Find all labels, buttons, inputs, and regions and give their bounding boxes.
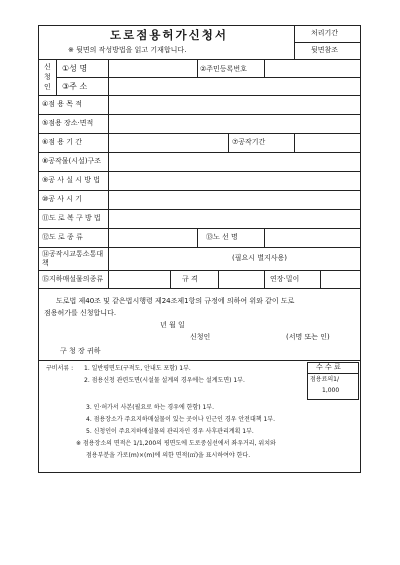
resident-no-field[interactable] — [266, 61, 359, 76]
construction-period-field[interactable] — [296, 135, 359, 151]
applicant-label-2: 청 — [44, 73, 51, 81]
structure-label: ⑧공작물(시설)구조 — [42, 157, 102, 165]
statement-sign: (서명 또는 인) — [286, 333, 330, 341]
statement-line-2: 점용허가를 신청합니다. — [44, 309, 117, 317]
restoration-field[interactable] — [110, 211, 359, 227]
instruction-text: ※ 뒷면의 작성방법을 읽고 기재합니다. — [68, 46, 187, 54]
route-label: ⑬노 선 명 — [206, 233, 238, 241]
resident-no-label: ②주민등록번호 — [200, 65, 247, 73]
timing-label: ⑩공 사 시 기 — [42, 195, 82, 203]
structure-field[interactable] — [110, 154, 359, 170]
timing-field[interactable] — [110, 192, 359, 208]
road-type-field[interactable] — [110, 230, 195, 246]
name-field[interactable] — [110, 61, 195, 76]
place-area-label: ⑤점용 장소·면적 — [42, 119, 94, 127]
name-label: ①성 명 — [62, 64, 88, 73]
attachment-note-1: ※ 점용장소의 면적은 1/1,200의 평면도에 도로중심선에서 좌우거리, 위치와 — [76, 440, 276, 447]
place-area-field[interactable] — [110, 116, 359, 132]
statement-addressee: 구 청 장 귀하 — [60, 347, 101, 355]
restoration-label: ⑪도 로 복 구 방 법 — [42, 214, 101, 222]
form-title: 도로점용허가신청서 — [110, 28, 228, 42]
fee-line-1: 점용료의1/ — [310, 376, 340, 383]
attachment-note-2: 점용부분을 가로(m)×(m)에 의한 면적(㎡)을 표시하여야 한다. — [86, 452, 251, 459]
attachment-item-5: 5. 신청인이 주요지하매설물의 관리자인 경우 사후관리계획 1부. — [86, 428, 254, 435]
purpose-label: ④점 용 목 적 — [42, 100, 82, 108]
statement-applicant: 신청인 — [190, 333, 211, 341]
underground-type-label: ⑮지하매설물의종류 — [42, 275, 104, 283]
extension-label: 연장·밀이 — [270, 275, 300, 283]
traffic-plan-field[interactable] — [110, 249, 359, 269]
attachments-heading: 구비서류 : — [46, 365, 74, 372]
extension-field[interactable] — [322, 272, 359, 287]
method-field[interactable] — [110, 173, 359, 189]
traffic-note: (필요시 별지사용) — [232, 254, 288, 262]
spec-field[interactable] — [220, 272, 262, 287]
road-type-label: ⑫도 로 종 류 — [42, 233, 83, 241]
processing-period-label: 처리기간 — [311, 29, 339, 37]
statement-line-1: 도로법 제40조 및 같은법시행령 제24조제1항의 규정에 의하여 위와 같이 도로 — [56, 297, 295, 305]
attachment-item-4: 4. 점용장소가 주요지하매설물이 있는 곳이나 인근인 경우 안전대책 1부. — [86, 416, 275, 423]
route-field[interactable] — [266, 230, 359, 246]
period-field[interactable] — [110, 135, 226, 151]
processing-period-value: 뒷면참조 — [311, 46, 339, 54]
statement-date: 년 월 일 — [160, 321, 185, 329]
fee-line-2: 1,000 — [322, 387, 340, 394]
applicant-label-1: 신 — [44, 63, 51, 71]
address-label: ③주 소 — [62, 82, 88, 91]
method-label: ⑨공 사 실 시 방 법 — [42, 176, 100, 184]
construction-period-label: ⑦공작기간 — [232, 138, 266, 146]
fee-label: 수 수 료 — [316, 363, 341, 371]
period-label: ⑥점 용 기 간 — [42, 138, 82, 146]
attachment-item-1: 1. 일반평면도(구적도, 안내도 포함) 1부. — [84, 365, 191, 372]
purpose-field[interactable] — [110, 97, 359, 113]
applicant-label-3: 인 — [44, 83, 51, 91]
underground-type-field[interactable] — [110, 272, 168, 287]
attachment-item-2: 2. 점용신청 관련도면(시설물 설계의 경우에는 설계도면) 1부. — [84, 377, 245, 384]
traffic-plan-label: ⑭공작시교통소통대 책 — [42, 250, 104, 267]
spec-label: 규 격 — [182, 275, 198, 283]
attachment-item-3: 3. 인·허가서 사본(필요로 하는 경우에 한함) 1부. — [86, 404, 215, 411]
address-field[interactable] — [110, 79, 359, 94]
